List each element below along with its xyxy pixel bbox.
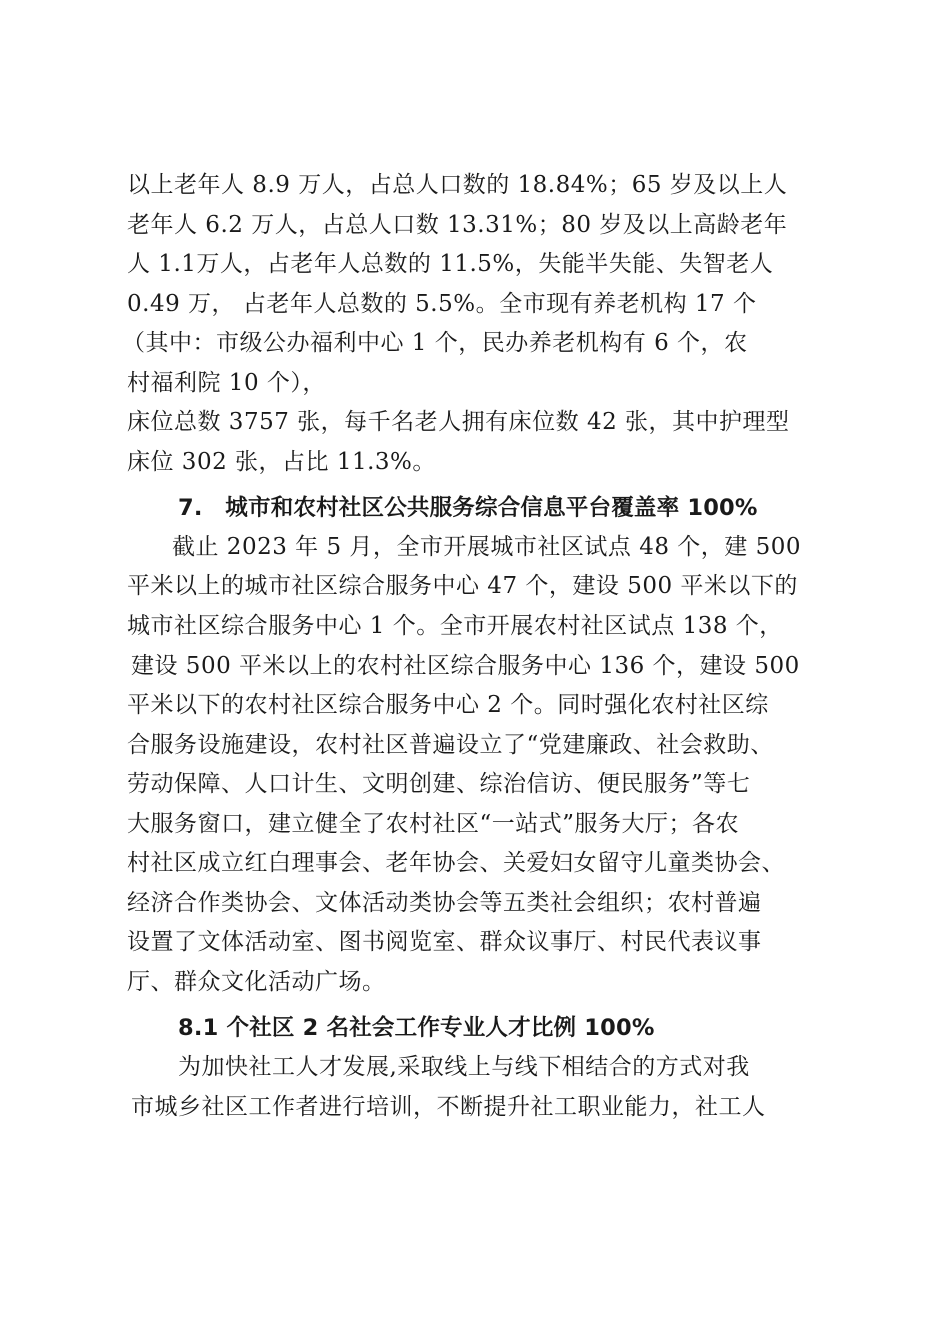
paragraph-1-line-3: 人 1.1万人，占老年人总数的 11.5%，失能半失能、失智老人: [127, 251, 774, 277]
paragraph-2-line-10: 经济合作类协会、文体活动类协会等五类社会组织；农村普遍: [127, 890, 762, 916]
paragraph-2-line-3: 城市社区综合服务中心 1 个。全市开展农村社区试点 138 个，: [127, 613, 783, 639]
paragraph-1-line-6: 村福利院 10 个），: [127, 370, 326, 396]
paragraph-2-line-12: 厅、群众文化活动广场。: [127, 969, 386, 995]
paragraph-2-line-6: 合服务设施建设，农村社区普遍设立了“党建廉政、社会救助、: [127, 732, 774, 758]
paragraph-2-line-2: 平米以上的城市社区综合服务中心 47 个，建设 500 平米以下的: [127, 573, 798, 599]
paragraph-3-line-2: 市城乡社区工作者进行培训，不断提升社工职业能力，社工人: [131, 1094, 766, 1120]
paragraph-1-line-8: 床位 302 张，占比 11.3%。: [127, 449, 436, 475]
paragraph-1-line-4: 0.49 万， 占老年人总数的 5.5%。全市现有养老机构 17 个: [127, 291, 757, 317]
paragraph-3-line-1: 为加快社工人才发展,采取线上与线下相结合的方式对我: [178, 1054, 750, 1080]
section-heading-8: 8.1 个社区 2 名社会工作专业人才比例 100%: [178, 1015, 655, 1041]
paragraph-2-line-4: 建设 500 平米以上的农村社区综合服务中心 136 个，建设 500: [131, 653, 800, 679]
paragraph-2-line-8: 大服务窗口，建立健全了农村社区“一站式”服务大厅；各农: [127, 811, 740, 837]
paragraph-2-line-1: 截止 2023 年 5 月，全市开展城市社区试点 48 个，建 500: [172, 534, 802, 560]
paragraph-2-line-7: 劳动保障、人口计生、文明创建、综治信访、便民服务”等七: [127, 771, 751, 797]
paragraph-1-line-1: 以上老年人 8.9 万人，占总人口数的 18.84%；65 岁及以上人: [127, 172, 788, 198]
paragraph-1-line-5: （其中：市级公办福利中心 1 个，民办养老机构有 6 个，农: [122, 330, 748, 356]
paragraph-1-line-2: 老年人 6.2 万人，占总人口数 13.31%；80 岁及以上高龄老年: [127, 212, 788, 238]
paragraph-2-line-5: 平米以下的农村社区综合服务中心 2 个。同时强化农村社区综: [127, 692, 769, 718]
section-heading-7: 7. 城市和农村社区公共服务综合信息平台覆盖率 100%: [178, 495, 758, 521]
paragraph-1-line-7: 床位总数 3757 张，每千名老人拥有床位数 42 张，其中护理型: [127, 409, 790, 435]
paragraph-2-line-11: 设置了文体活动室、图书阅览室、群众议事厅、村民代表议事: [127, 929, 762, 955]
paragraph-2-line-9: 村社区成立红白理事会、老年协会、关爱妇女留守儿童类协会、: [127, 850, 785, 876]
